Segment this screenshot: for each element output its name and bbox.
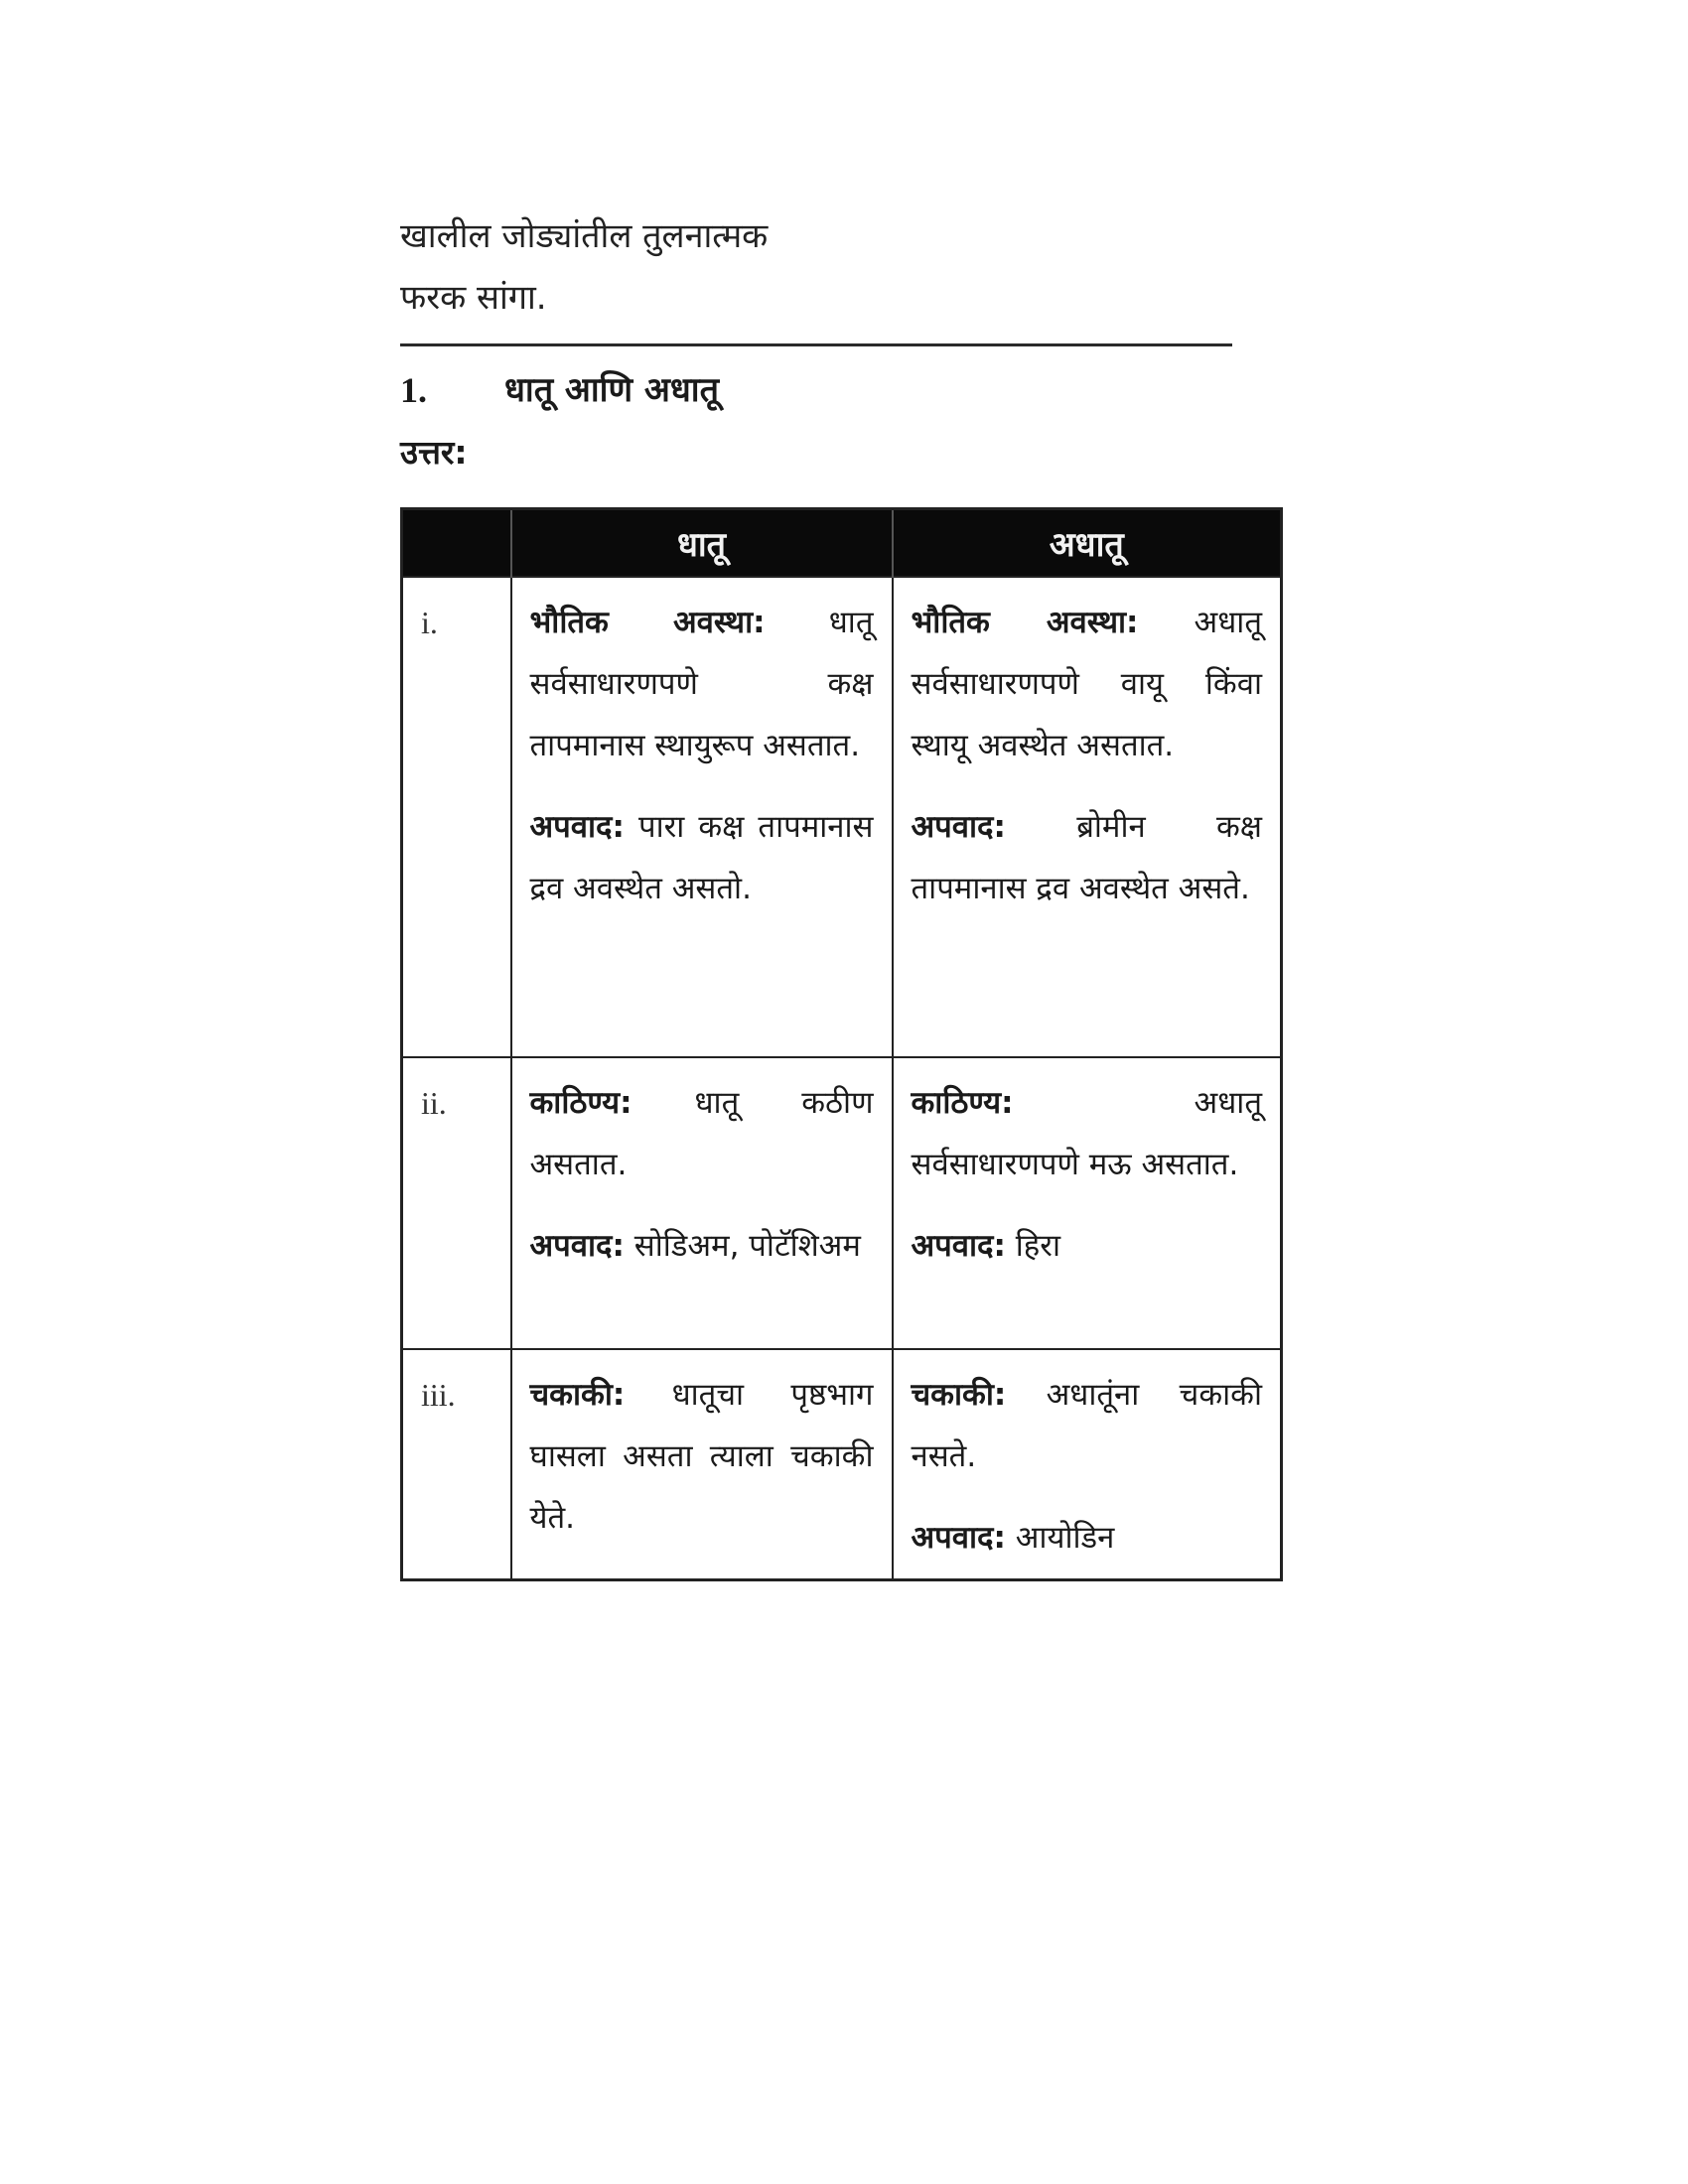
table-row [402, 577, 1282, 1057]
metal-cell [511, 577, 893, 1057]
metal-property [530, 1072, 874, 1195]
property-text: धातू सर्वसाधारणपणे कक्ष तापमानास स्थायुरूप असतात. [529, 605, 874, 763]
nonmetal-property [912, 1072, 1263, 1195]
exception-text: आयोडिन [1005, 1520, 1115, 1556]
table-row [402, 1349, 1282, 1580]
property-text: धातूचा पृष्ठभाग घासला असता त्याला चकाकी येते. [529, 1377, 874, 1536]
row-number: iii. [402, 1349, 511, 1580]
row-number: i. [402, 577, 511, 1057]
question-number: 1. [400, 370, 427, 410]
exception-key: अपवाद: [529, 1228, 625, 1264]
property-text: धातू कठीण असतात. [529, 1085, 874, 1182]
nonmetal-property [912, 592, 1263, 776]
metal-cell [511, 1057, 893, 1349]
nonmetal-cell [893, 577, 1282, 1057]
header-nonmetal: अधातू [893, 509, 1282, 578]
property-key: चकाकी: [529, 1377, 626, 1413]
nonmetal-exception [912, 1507, 1263, 1569]
exception-text: पारा कक्ष तापमानास द्रव अवस्थेत असतो. [529, 809, 874, 906]
nonmetal-exception [912, 1215, 1263, 1277]
exception-key: अपवाद: [911, 1520, 1006, 1556]
nonmetal-exception [912, 796, 1263, 919]
table-header-row [402, 509, 1282, 578]
property-text: अधातू सर्वसाधारणपणे वायू किंवा स्थायू अवस्थेत असतात. [911, 605, 1262, 763]
property-key: काठिण्य: [911, 1085, 1014, 1121]
heading-line-2: फरक सांगा. [400, 278, 547, 318]
divider-rule [400, 343, 1232, 346]
metal-cell [511, 1349, 893, 1580]
answer-label: उत्तर: [400, 433, 468, 472]
row-number: ii. [402, 1057, 511, 1349]
comparison-table [400, 507, 1283, 1581]
property-key: भौतिक अवस्था: [911, 605, 1139, 640]
exception-text: ब्रोमीन कक्ष तापमानास द्रव अवस्थेत असते. [911, 809, 1262, 906]
metal-exception [530, 1215, 874, 1277]
nonmetal-cell [893, 1349, 1282, 1580]
exception-key: अपवाद: [911, 809, 1006, 845]
property-key: चकाकी: [911, 1377, 1007, 1413]
header-metal: धातू [511, 509, 893, 578]
exception-key: अपवाद: [911, 1228, 1006, 1264]
metal-property [530, 592, 874, 776]
header-index [402, 509, 511, 578]
property-text: अधातू सर्वसाधारणपणे मऊ असतात. [911, 1085, 1262, 1182]
property-key: भौतिक अवस्था: [529, 605, 766, 640]
metal-exception [530, 796, 874, 919]
table-row [402, 1057, 1282, 1349]
property-text: अधातूंना चकाकी नसते. [911, 1377, 1262, 1474]
property-key: काठिण्य: [529, 1085, 633, 1121]
exception-key: अपवाद: [529, 809, 625, 845]
metal-property [530, 1364, 874, 1549]
question-text: धातू आणि अधातू [504, 370, 719, 410]
exception-text: हिरा [1005, 1228, 1060, 1264]
heading-line-1: खालील जोड्यांतील तुलनात्मक [400, 216, 769, 256]
exception-text: सोडिअम, पोटॅशिअम [624, 1228, 861, 1264]
nonmetal-cell [893, 1057, 1282, 1349]
nonmetal-property [912, 1364, 1263, 1487]
